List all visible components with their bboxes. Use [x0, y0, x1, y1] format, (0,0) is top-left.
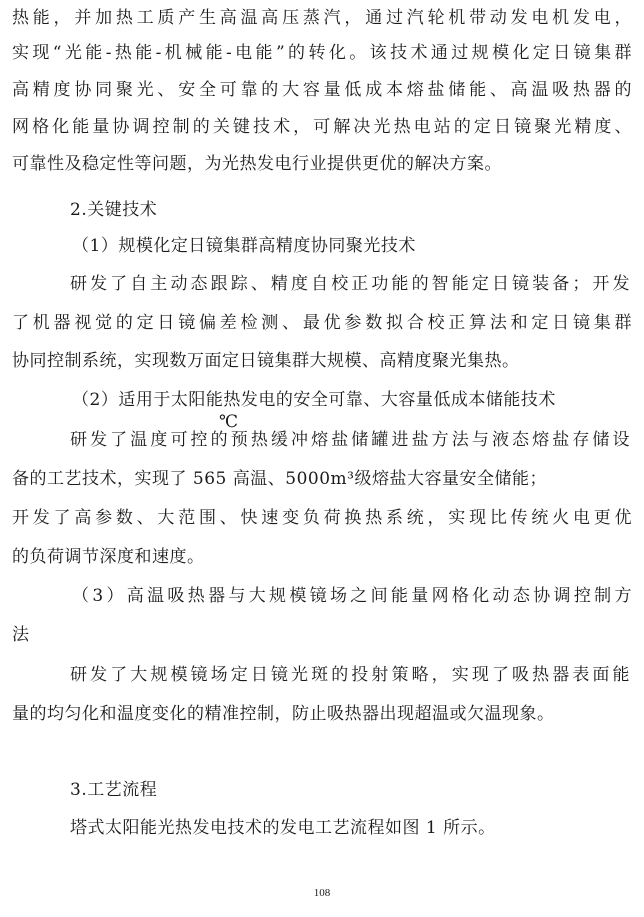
- section-heading: 2.关键技术: [70, 200, 158, 220]
- text-line: 高精度协同聚光、安全可靠的大容量低成本熔盐储能、高温吸热器的: [12, 80, 632, 100]
- subsection-heading: （1）规模化定日镜集群高精度协同聚光技术: [72, 236, 416, 256]
- subsection-heading: （3）高温吸热器与大规模镜场之间能量网格化动态协调控制方: [72, 586, 632, 606]
- subsection-heading: （2）适用于太阳能热发电的安全可靠、大容量低成本储能技术: [72, 390, 556, 410]
- text-line: 研发了自主动态跟踪、精度自校正功能的智能定日镜装备；开发: [70, 274, 630, 294]
- text-line: 协同控制系统，实现数万面定日镜集群大规模、高精度聚光集热。: [12, 351, 520, 371]
- section-heading: 3.工艺流程: [70, 780, 158, 800]
- text-line: 量的均匀化和温度变化的精准控制，防止吸热器出现超温或欠温现象。: [12, 704, 555, 724]
- subsection-heading-continued: 法: [12, 625, 30, 645]
- text-line: 开发了高参数、大范围、快速变负荷换热系统，实现比传统火电更优: [12, 508, 632, 528]
- text-line: 研发了温度可控的预热缓冲熔盐储罐进盐方法与液态熔盐存储设: [70, 430, 630, 450]
- text-line: 实现“光能-热能-机械能-电能”的转化。该技术通过规模化定日镜集群: [12, 43, 632, 63]
- text-line: 网格化能量协调控制的关键技术，可解决光热电站的定日镜聚光精度、: [12, 117, 632, 137]
- text-line: 可靠性及稳定性等问题，为光热发电行业提供更优的解决方案。: [12, 154, 502, 174]
- text-line: 了机器视觉的定日镜偏差检测、最优参数拟合校正算法和定日镜集群: [12, 313, 632, 333]
- celsius-symbol: ℃: [219, 412, 239, 432]
- text-line: 备的工艺技术，实现了 565 高温、5000m³级熔盐大容量安全储能；: [12, 469, 547, 489]
- page-number: 108: [313, 887, 331, 899]
- text-line: 研发了大规模镜场定日镜光斑的投射策略，实现了吸热器表面能: [70, 665, 630, 685]
- text-line: 塔式太阳能光热发电技术的发电工艺流程如图 1 所示。: [70, 818, 496, 838]
- text-line: 热能，并加热工质产生高温高压蒸汽，通过汽轮机带动发电机发电，: [12, 8, 632, 28]
- text-line: 的负荷调节深度和速度。: [12, 547, 205, 567]
